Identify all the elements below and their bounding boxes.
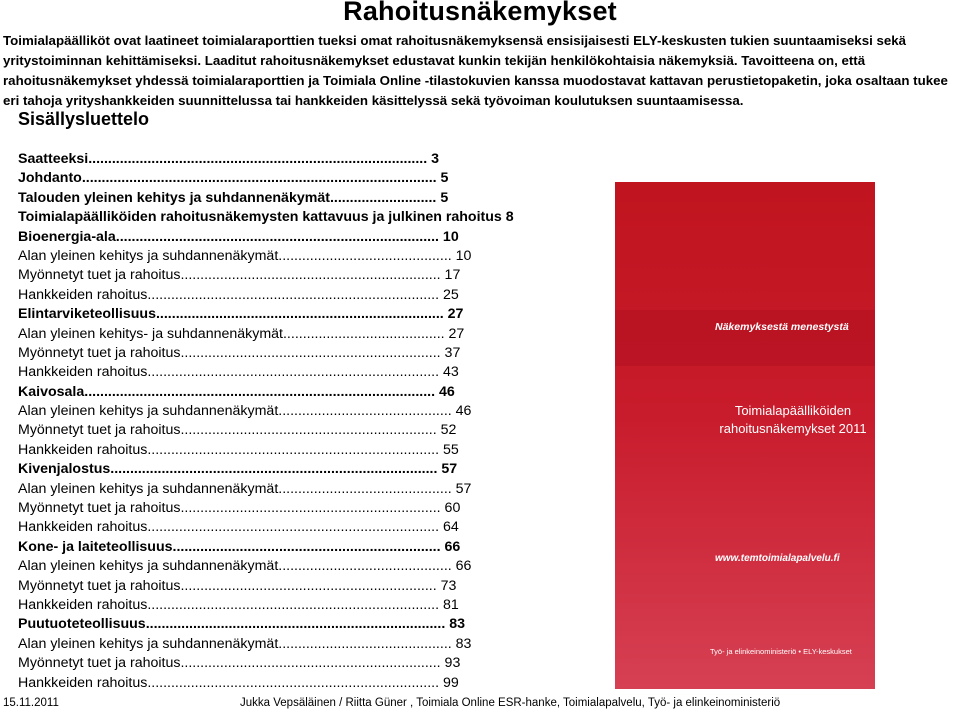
footer-date: 15.11.2011 bbox=[3, 697, 59, 709]
toc-chapter-entry: Johdanto.......................................................................................... 5 bbox=[18, 170, 449, 187]
toc-chapter-entry: Talouden yleinen kehitys ja suhdannenäkymät........................... 5 bbox=[18, 189, 449, 206]
toc-heading: Sisällysluettelo bbox=[18, 109, 150, 129]
toc-chapter-entry: Toimialapäälliköiden rahoitusnäkemysten kattavuus ja julkinen rahoitus 8 bbox=[18, 209, 514, 226]
toc-subsection-entry: Myönnetyt tuet ja rahoitus.................................................................. 93 bbox=[18, 655, 461, 672]
toc-subsection-entry: Hankkeiden rahoitus.......................................................................... 64 bbox=[18, 519, 459, 536]
toc-subsection-entry: Hankkeiden rahoitus.......................................................................... 99 bbox=[18, 674, 459, 691]
toc-subsection-entry: Hankkeiden rahoitus.......................................................................... 43 bbox=[18, 364, 459, 381]
cover-title-line-1: Toimialapäälliköiden bbox=[734, 403, 852, 418]
toc-chapter-entry: Kaivosala......................................................................................... 46 bbox=[18, 383, 455, 400]
toc-chapter-entry: Elintarviketeollisuus......................................................................... 27 bbox=[18, 306, 464, 323]
cover-title bbox=[693, 402, 875, 438]
toc-subsection-entry: Hankkeiden rahoitus.......................................................................... 81 bbox=[18, 596, 459, 613]
intro-paragraph: Toimialapäälliköt ovat laatineet toimialaraporttien tueksi omat rahoitusnäkemyksensä ensisijaisesti ELY-keskusten tukien suuntaamiseksi sekä yritystoiminnan kehittämiseksi. Laaditut rahoitusnäkemykset edustavat kunkin tekijän henkilökohtaisia näkemyksiä. Tavoitteena on, että rahoitusnäkemykset yhdessä toimialaraporttien ja Toimiala Online -tilastokuvien kanssa muodostavat kattavan perustietopaketin, joka osaltaan tukee eri tahoja yrityshankkeiden suunnittelussa tai hankkeiden käsittelyssä sekä työvoiman koulutuksen suuntaamisessa. bbox=[3, 33, 948, 108]
toc-chapter-entry: Puutuoteteollisuus............................................................................ 83 bbox=[18, 616, 465, 633]
toc-chapter-entry: Saatteeksi...................................................................................... 3 bbox=[18, 151, 440, 167]
cover-publisher: Työ- ja elinkeinoministeriö • ELY-keskukset bbox=[710, 647, 852, 656]
toc-subsection-entry: Alan yleinen kehitys ja suhdannenäkymät............................................ 66 bbox=[18, 558, 472, 575]
toc-chapter-entry: Bioenergia-ala.................................................................................. 10 bbox=[18, 228, 459, 245]
cover-url: www.temtoimialapalvelu.fi bbox=[715, 553, 840, 564]
cover-title-line-2: rahoitusnäkemykset 2011 bbox=[719, 421, 867, 436]
toc-subsection-entry: Hankkeiden rahoitus.......................................................................... 25 bbox=[18, 286, 459, 303]
toc-chapter-entry: Kone- ja laiteteollisuus.................................................................... 66 bbox=[18, 538, 461, 555]
toc-subsection-entry: Alan yleinen kehitys ja suhdannenäkymät............................................ 57 bbox=[18, 480, 472, 497]
toc-subsection-entry: Myönnetyt tuet ja rahoitus................................................................. 73 bbox=[18, 577, 457, 594]
toc-chapter-entry: Kivenjalostus................................................................................... 57 bbox=[18, 461, 458, 478]
toc-subsection-entry: Myönnetyt tuet ja rahoitus.................................................................. 37 bbox=[18, 344, 461, 361]
toc-subsection-entry: Alan yleinen kehitys- ja suhdannenäkymät......................................... 27 bbox=[18, 325, 465, 342]
toc-subsection-entry: Myönnetyt tuet ja rahoitus.................................................................. 60 bbox=[18, 500, 461, 517]
toc-subsection-entry: Myönnetyt tuet ja rahoitus................................................................. 52 bbox=[18, 422, 457, 439]
table-of-contents bbox=[18, 150, 593, 693]
report-cover-image bbox=[615, 182, 875, 689]
footer-authors: Jukka Vepsäläinen / Riitta Güner , Toimiala Online ESR-hanke, Toimialapalvelu, Työ- ja elinkeinoministeriö bbox=[240, 697, 781, 709]
toc-subsection-entry: Alan yleinen kehitys ja suhdannenäkymät............................................ 83 bbox=[18, 635, 472, 652]
page-title: Rahoitusnäkemykset bbox=[343, 0, 617, 26]
toc-subsection-entry: Hankkeiden rahoitus.......................................................................... 55 bbox=[18, 441, 459, 458]
cover-stripe bbox=[615, 310, 875, 366]
toc-subsection-entry: Myönnetyt tuet ja rahoitus.................................................................. 17 bbox=[18, 267, 461, 284]
cover-tagline: Näkemyksestä menestystä bbox=[715, 321, 849, 333]
toc-subsection-entry: Alan yleinen kehitys ja suhdannenäkymät............................................ 10 bbox=[18, 247, 472, 264]
toc-subsection-entry: Alan yleinen kehitys ja suhdannenäkymät............................................ 46 bbox=[18, 403, 472, 420]
